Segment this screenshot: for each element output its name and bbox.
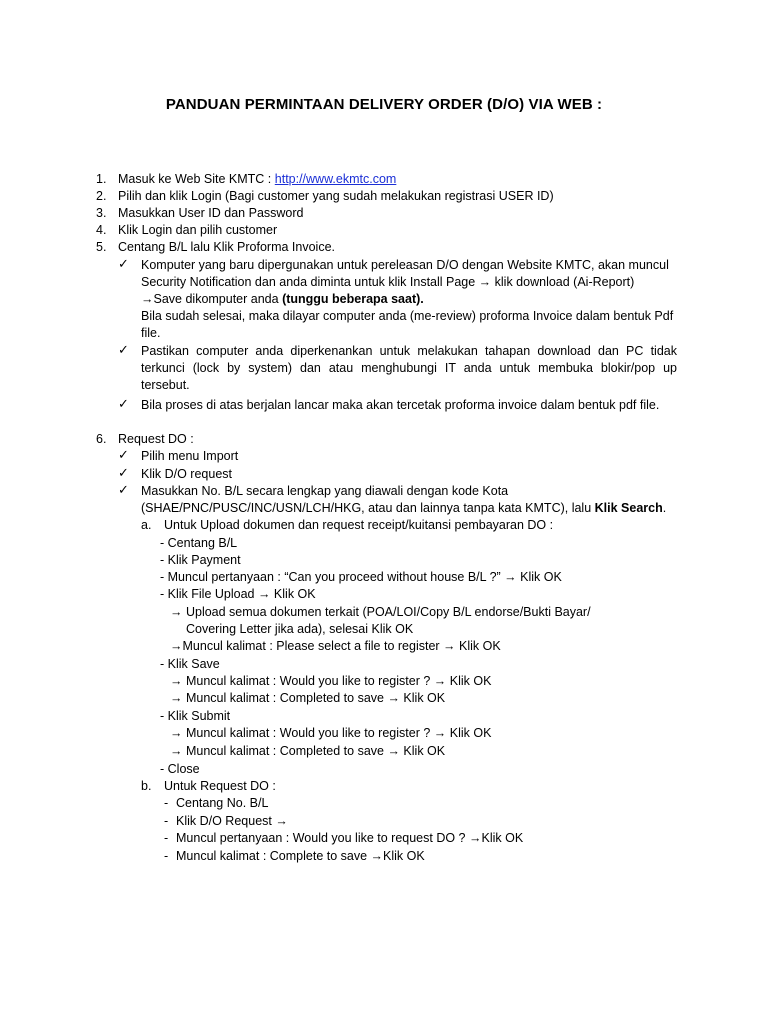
- sub-a-line: - Centang B/L: [160, 536, 238, 550]
- sub-a-line: - Klik File Upload → Klik OK: [160, 587, 316, 601]
- sub-a-line: → Muncul kalimat : Would you like to register ? → Klik OK: [170, 674, 492, 688]
- step-number: 4.: [96, 223, 107, 237]
- step-number: 2.: [96, 189, 107, 203]
- sub-a-line: Covering Letter jika ada), selesai Klik OK: [186, 622, 414, 636]
- step-number: 6.: [96, 432, 107, 446]
- sub-a-line: - Klik Submit: [160, 709, 231, 723]
- check-mark-icon: ✓: [118, 342, 129, 357]
- step-number: 5.: [96, 240, 107, 254]
- check-item-text: terkunci (lock by system) dan atau menghubungi IT anda untuk membuka blokir/pop up: [141, 361, 677, 375]
- check-item-text-part: →Save dikomputer anda: [141, 292, 283, 306]
- sub-b-dash: -: [164, 831, 169, 845]
- check-item-text: [141, 500, 666, 517]
- check-mark-icon: ✓: [118, 482, 129, 497]
- sub-b-dash: -: [164, 814, 169, 828]
- sub-a-line: → Muncul kalimat : Completed to save → Klik OK: [170, 744, 446, 758]
- sub-item-b-letter: b.: [141, 779, 152, 793]
- step-text: Centang B/L lalu Klik Proforma Invoice.: [118, 240, 336, 254]
- check-mark-icon: ✓: [118, 256, 129, 271]
- check-item-bold: (tunggu beberapa saat).: [282, 292, 424, 306]
- sub-item-a-letter: a.: [141, 518, 152, 532]
- step-text: Klik Login dan pilih customer: [118, 223, 278, 237]
- sub-b-dash: -: [164, 849, 169, 863]
- check-item-text: Masukkan No. B/L secara lengkap yang diawali dengan kode Kota: [141, 484, 509, 498]
- sub-b-dash: -: [164, 796, 169, 810]
- check-mark-icon: ✓: [118, 447, 129, 462]
- step-text: Masukkan User ID dan Password: [118, 206, 304, 220]
- check-item-text: [141, 291, 424, 308]
- sub-item-b-title: Untuk Request DO :: [164, 779, 276, 793]
- sub-a-line: - Klik Payment: [160, 553, 241, 567]
- check-mark-icon: ✓: [118, 465, 129, 480]
- check-item-text-part: (SHAE/PNC/PUSC/INC/USN/LCH/HKG, atau dan lainnya tanpa kata KMTC), lalu: [141, 501, 595, 515]
- sub-a-line: - Muncul pertanyaan : “Can you proceed without house B/L ?” → Klik OK: [160, 570, 562, 584]
- sub-b-line: Centang No. B/L: [176, 796, 269, 810]
- step-number: 3.: [96, 206, 107, 220]
- sub-b-line: Muncul pertanyaan : Would you like to request DO ? →Klik OK: [176, 831, 524, 845]
- check-item-text: file.: [141, 326, 161, 340]
- page-title: PANDUAN PERMINTAAN DELIVERY ORDER (D/O) VIA WEB :: [165, 96, 603, 113]
- check-item-text: Security Notification dan anda diminta untuk klik Install Page → klik download (Ai-Report): [141, 275, 635, 289]
- check-item-text: Bila sudah selesai, maka dilayar computer anda (me-review) proforma Invoice dalam bentuk Pdf: [141, 309, 674, 323]
- check-item-text-part: .: [662, 501, 667, 515]
- check-item-text: Komputer yang baru dipergunakan untuk pereleasan D/O dengan Website KMTC, akan muncul: [141, 258, 669, 272]
- sub-b-line: Muncul kalimat : Complete to save →Klik OK: [176, 849, 425, 863]
- sub-b-line: Klik D/O Request →: [176, 814, 288, 828]
- sub-a-line: → Upload semua dokumen terkait (POA/LOI/Copy B/L endorse/Bukti Bayar/: [170, 605, 591, 619]
- step-number: 1.: [96, 172, 107, 186]
- sub-a-line: → Muncul kalimat : Would you like to register ? → Klik OK: [170, 726, 492, 740]
- step-text: Pilih dan klik Login (Bagi customer yang sudah melakukan registrasi USER ID): [118, 189, 554, 203]
- check-item-text: Bila proses di atas berjalan lancar maka akan tercetak proforma invoice dalam bentuk pdf file.: [141, 398, 660, 412]
- check-item-text: tersebut.: [141, 378, 190, 392]
- check-item-text: Pilih menu Import: [141, 449, 239, 463]
- check-item-text: Klik D/O request: [141, 467, 233, 481]
- step-text: Request DO :: [118, 432, 194, 446]
- sub-a-line: → Muncul kalimat : Completed to save → Klik OK: [170, 691, 446, 705]
- sub-item-a-title: Untuk Upload dokumen dan request receipt/kuitansi pembayaran DO :: [164, 518, 554, 532]
- check-item-text: Pastikan computer anda diperkenankan untuk melakukan tahapan download dan PC tidak: [141, 344, 677, 358]
- sub-a-line: - Klik Save: [160, 657, 220, 671]
- kmtc-website-link[interactable]: http://www.ekmtc.com: [274, 172, 397, 186]
- klik-search-bold: Klik Search: [594, 501, 663, 515]
- check-mark-icon: ✓: [118, 396, 129, 411]
- sub-a-line: →Muncul kalimat : Please select a file to register → Klik OK: [170, 639, 501, 653]
- sub-a-line: - Close: [160, 762, 200, 776]
- step-text: Masuk ke Web Site KMTC :: [118, 172, 275, 186]
